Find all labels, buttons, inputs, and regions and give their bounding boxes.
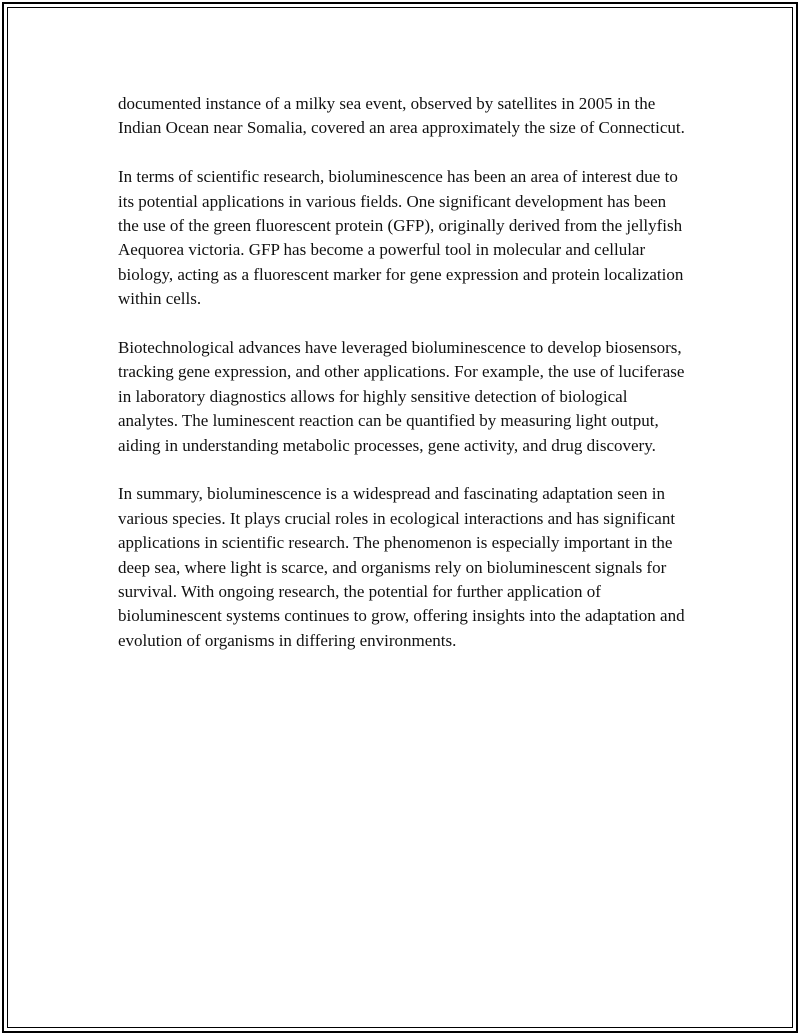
- paragraph-milky-sea: documented instance of a milky sea event, observed by satellites in 2005 in the Indian Ocean near Somalia, covered an area approximately the size of Connecticut.: [118, 94, 685, 138]
- paragraph-summary: In summary, bioluminescence is a widespread and fascinating adaptation seen in various species. It plays crucial roles in ecological interactions and has significant applications in scientific research. The phenomenon is especially important in the deep sea, where light is scarce, and organisms rely on bioluminescent signals for survival. With ongoing research, the potential for further application of bioluminescent systems continues to grow, offering insights into the adaptation and evolution of organisms in differing environments.: [118, 484, 685, 650]
- paragraph-gfp-research: In terms of scientific research, bioluminescence has been an area of interest due to its potential applications in various fields. One significant development has been the use of the green fluorescent protein (GFP), originally derived from the jellyfish Aequorea victoria. GFP has become a powerful tool in molecular and cellular biology, acting as a fluorescent marker for gene expression and protein localization within cells.: [118, 167, 684, 309]
- document-body: [118, 92, 688, 678]
- paragraph-biotechnology: Biotechnological advances have leveraged bioluminescence to develop biosensors, tracking gene expression, and other applications. For example, the use of luciferase in laboratory diagnostics allows for highly sensitive detection of biological analytes. The luminescent reaction can be quantified by measuring light output, aiding in understanding metabolic processes, gene activity, and drug discovery.: [118, 338, 685, 455]
